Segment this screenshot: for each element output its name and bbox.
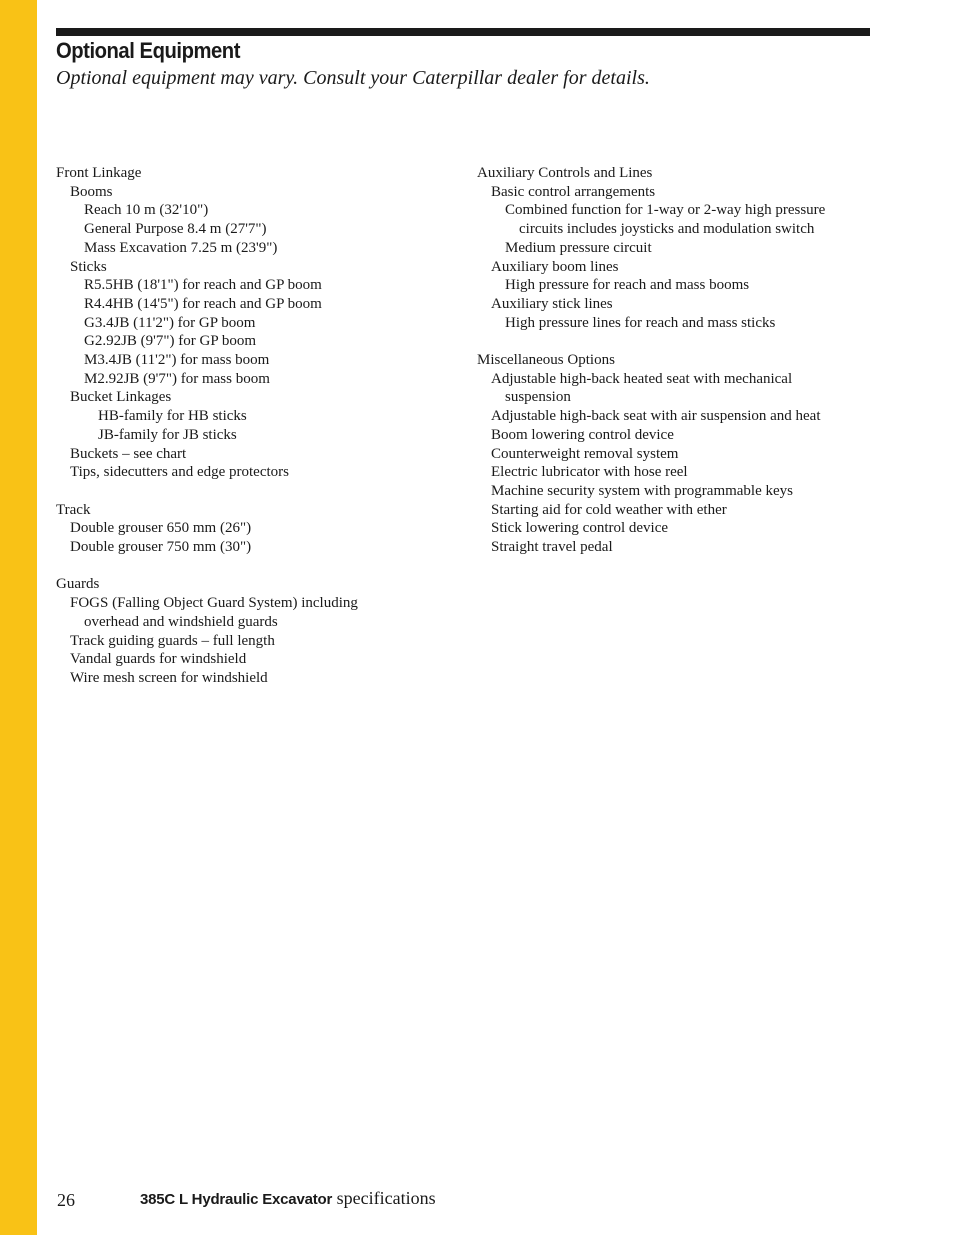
list-item: R5.5HB (18'1") for reach and GP boom xyxy=(84,277,322,294)
list-item: G2.92JB (9'7") for GP boom xyxy=(84,333,257,350)
list-item: Reach 10 m (32'10") xyxy=(84,202,209,219)
list-item: Track guiding guards – full length xyxy=(70,632,275,649)
footer-model: 385C L Hydraulic Excavator xyxy=(140,1191,333,1208)
list-item: Basic control arrangements xyxy=(491,183,656,200)
section-heading: Front Linkage xyxy=(56,165,142,181)
equipment-section xyxy=(477,351,897,557)
list-item: Mass Excavation 7.25 m (23'9") xyxy=(84,239,278,256)
list-item: R4.4HB (14'5") for reach and GP boom xyxy=(84,295,322,312)
list-item: Boom lowering control device xyxy=(491,426,674,443)
section-heading: Miscellaneous Options xyxy=(477,352,615,369)
page-number: 26 xyxy=(57,1190,75,1210)
list-item: Combined function for 1-way or 2-way high pressure xyxy=(505,202,826,219)
list-item: M2.92JB (9'7") for mass boom xyxy=(84,370,270,387)
list-item: Wire mesh screen for windshield xyxy=(70,669,268,686)
list-item: M3.4JB (11'2") for mass boom xyxy=(84,352,270,369)
left-column xyxy=(56,164,456,706)
footer-doc-type: specifications xyxy=(336,1188,436,1208)
page-subtitle: Optional equipment may vary. Consult your Caterpillar dealer for details. xyxy=(56,67,650,89)
list-item: Vandal guards for windshield xyxy=(70,651,247,668)
list-item: Bucket Linkages xyxy=(70,389,172,406)
list-item: High pressure for reach and mass booms xyxy=(505,277,750,294)
list-item: High pressure lines for reach and mass sticks xyxy=(505,314,776,331)
list-item: Double grouser 750 mm (30") xyxy=(70,539,252,556)
list-item: Adjustable high-back seat with air suspension and heat xyxy=(491,408,821,425)
list-item: Machine security system with programmable keys xyxy=(491,482,794,499)
list-item: Counterweight removal system xyxy=(491,445,679,462)
list-item: Double grouser 650 mm (26") xyxy=(70,520,252,537)
section-heading: Track xyxy=(56,501,91,518)
list-item: Medium pressure circuit xyxy=(505,239,652,256)
list-item: circuits includes joysticks and modulation switch xyxy=(519,221,815,238)
page-title: Optional Equipment xyxy=(56,38,240,63)
list-item: Electric lubricator with hose reel xyxy=(491,464,688,481)
list-item: G3.4JB (11'2") for GP boom xyxy=(84,314,256,331)
list-item: overhead and windshield guards xyxy=(84,613,278,630)
list-item: Sticks xyxy=(70,258,107,275)
list-item: HB-family for HB sticks xyxy=(98,408,247,425)
right-column xyxy=(477,164,897,575)
equipment-section xyxy=(56,164,456,482)
list-item: Booms xyxy=(70,183,113,200)
equipment-section xyxy=(56,501,456,557)
equipment-section xyxy=(477,164,897,332)
list-item: FOGS (Falling Object Guard System) including xyxy=(70,595,358,612)
list-item: General Purpose 8.4 m (27'7") xyxy=(84,221,267,238)
list-item: Tips, sidecutters and edge protectors xyxy=(70,464,289,481)
list-item: JB-family for JB sticks xyxy=(98,426,237,443)
footer-title xyxy=(140,1188,436,1209)
list-item: Straight travel pedal xyxy=(491,539,613,556)
top-rule xyxy=(56,28,870,36)
list-item: Adjustable high-back heated seat with mechanical xyxy=(491,370,793,387)
section-heading: Guards xyxy=(56,576,100,593)
section-heading: Auxiliary Controls and Lines xyxy=(477,165,653,181)
list-item: Buckets – see chart xyxy=(70,445,187,462)
equipment-section xyxy=(56,575,456,687)
yellow-side-band xyxy=(0,0,37,1235)
list-item: Stick lowering control device xyxy=(491,520,669,537)
list-item: suspension xyxy=(505,389,571,406)
list-item: Auxiliary stick lines xyxy=(491,295,613,312)
list-item: Auxiliary boom lines xyxy=(491,258,619,275)
list-item: Starting aid for cold weather with ether xyxy=(491,501,727,518)
